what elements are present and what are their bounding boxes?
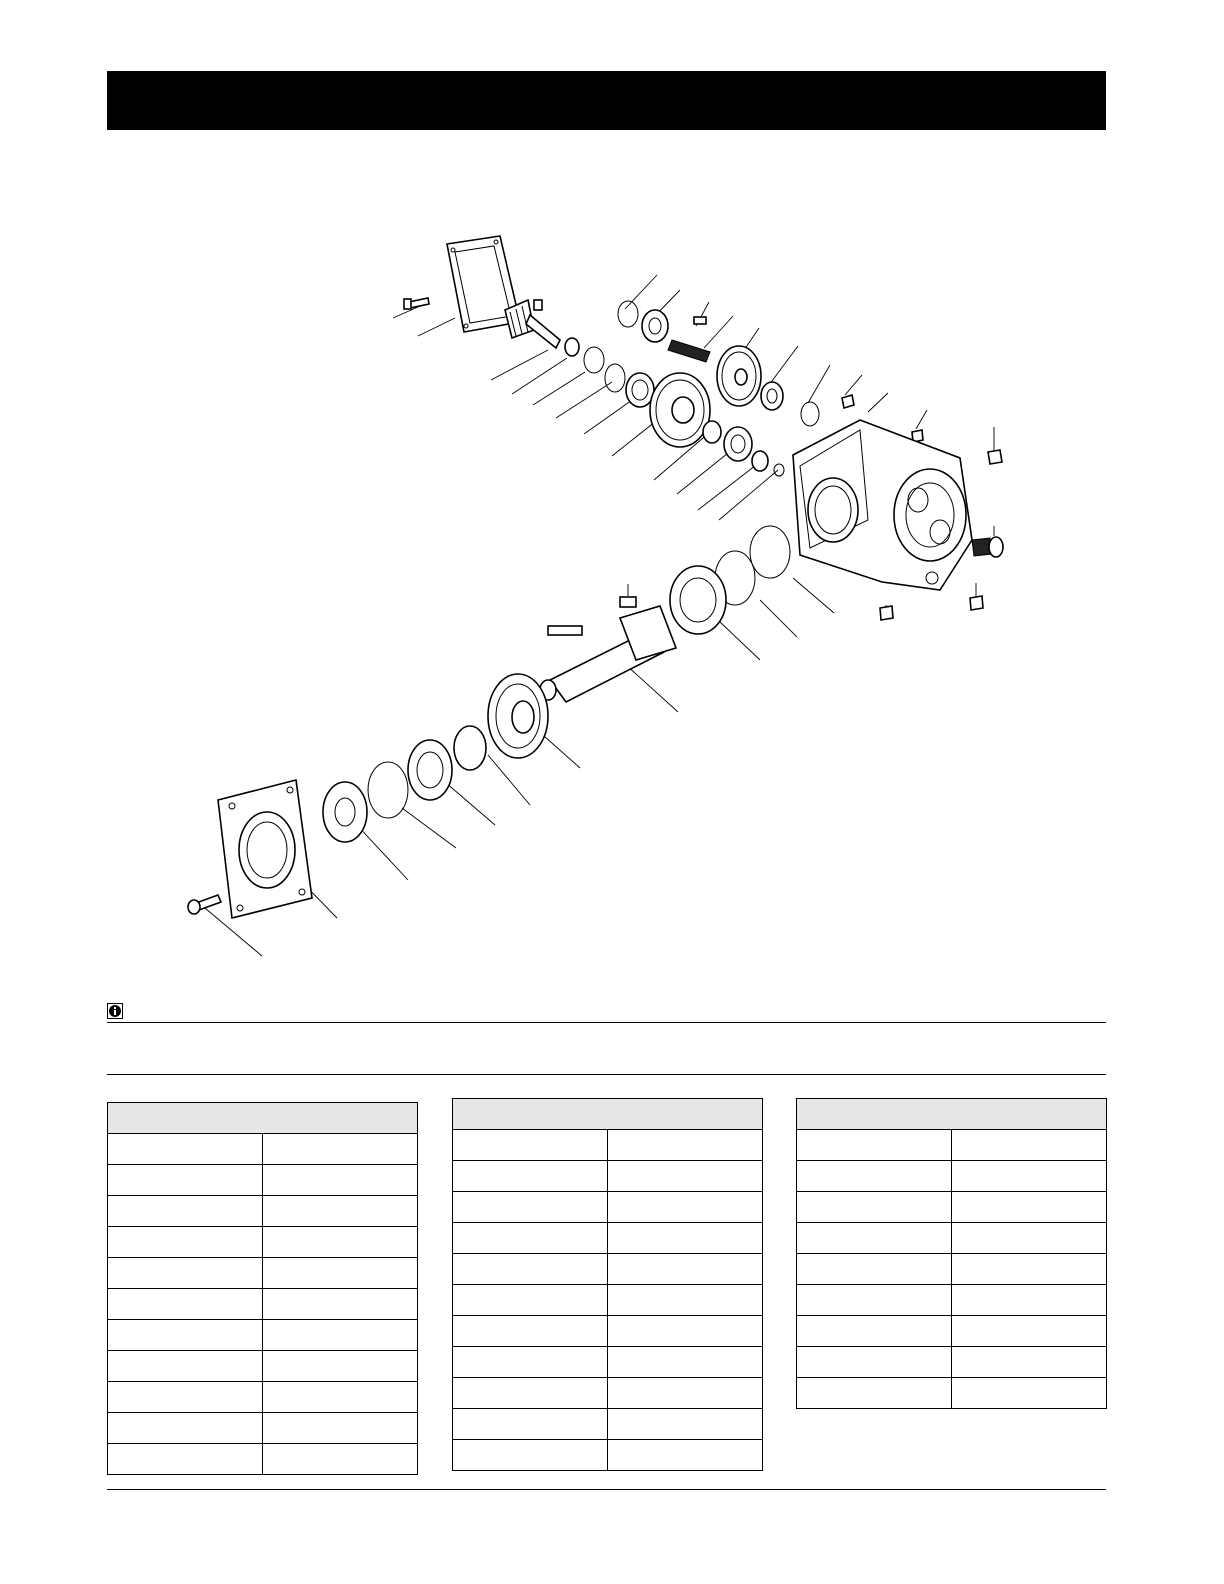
item-number [108,1413,263,1444]
information-icon [107,1003,123,1019]
item-number [108,1289,263,1320]
table-heading [108,1103,418,1134]
item-number [108,1258,263,1289]
item-description [952,1347,1107,1378]
item-description [952,1130,1107,1161]
flange-bolt [188,895,221,914]
item-number [453,1440,608,1471]
item-number [797,1378,952,1409]
intermediate-gear [650,373,710,447]
table-row [797,1347,1107,1378]
table-row [108,1413,418,1444]
item-number [453,1192,608,1223]
item-description [952,1378,1107,1409]
item-description [608,1223,763,1254]
table-row [797,1192,1107,1223]
exploded-view-diagram [0,200,1224,980]
item-number [797,1223,952,1254]
item-number [108,1134,263,1165]
output-chain [540,526,790,702]
table-row [453,1254,763,1285]
table-row [797,1161,1107,1192]
item-number [108,1382,263,1413]
table-row [108,1134,418,1165]
item-number [797,1254,952,1285]
cover-screw [404,298,429,309]
item-description [263,1444,418,1475]
item-number [797,1130,952,1161]
item-number [797,1161,952,1192]
table-row [108,1444,418,1475]
item-description [608,1409,763,1440]
table-row [453,1130,763,1161]
output-flange [218,780,312,918]
table-row [453,1223,763,1254]
table-row [797,1316,1107,1347]
table-row [108,1320,418,1351]
table-row [797,1223,1107,1254]
table-row [453,1347,763,1378]
item-number [108,1227,263,1258]
item-number [108,1444,263,1475]
item-description [952,1316,1107,1347]
table-row [108,1227,418,1258]
item-number [453,1161,608,1192]
item-description [608,1130,763,1161]
gearbox-housing [793,420,972,590]
item-number [453,1316,608,1347]
item-number [108,1351,263,1382]
parts-list-table-1 [107,1102,418,1475]
item-description [952,1192,1107,1223]
item-number [453,1285,608,1316]
item-number [108,1320,263,1351]
table-row [453,1378,763,1409]
table-row [108,1351,418,1382]
pinion-shaft [505,300,560,348]
leader-lines [205,275,994,956]
title-bar [107,71,1106,130]
table-row [797,1285,1107,1316]
divider [107,1074,1106,1075]
item-description [608,1254,763,1285]
table-row [453,1192,763,1223]
parts-list-table-2 [452,1098,763,1471]
item-number [797,1285,952,1316]
footer-divider [107,1489,1106,1490]
item-description [263,1165,418,1196]
item-description [263,1227,418,1258]
item-number [453,1378,608,1409]
item-description [608,1285,763,1316]
table-row [453,1409,763,1440]
table-heading [453,1099,763,1130]
item-description [263,1413,418,1444]
table-row [797,1378,1107,1409]
item-description [608,1192,763,1223]
item-number [797,1192,952,1223]
item-description [263,1382,418,1413]
item-number [108,1165,263,1196]
item-description [608,1161,763,1192]
item-description [263,1351,418,1382]
table-row [797,1130,1107,1161]
table-row [453,1316,763,1347]
item-description [263,1289,418,1320]
item-description [263,1134,418,1165]
item-description [263,1258,418,1289]
item-description [952,1254,1107,1285]
item-number [797,1347,952,1378]
table-row [453,1285,763,1316]
item-description [608,1378,763,1409]
bevel-gear [488,674,548,758]
item-description [952,1161,1107,1192]
item-description [263,1196,418,1227]
item-description [952,1285,1107,1316]
divider [107,1022,1106,1023]
item-number [453,1409,608,1440]
table-row [108,1289,418,1320]
lower-bearing-parts [323,726,486,842]
item-number [797,1316,952,1347]
table-row [108,1196,418,1227]
table-row [108,1258,418,1289]
item-number [453,1254,608,1285]
item-description [608,1440,763,1471]
middle-shaft-parts [703,421,784,476]
table-row [453,1161,763,1192]
item-description [608,1347,763,1378]
table-row [108,1165,418,1196]
table-row [797,1254,1107,1285]
table-heading [797,1099,1107,1130]
item-number [108,1196,263,1227]
table-row [108,1382,418,1413]
item-number [453,1130,608,1161]
item-description [263,1320,418,1351]
upper-small-parts [565,338,654,407]
item-description [952,1223,1107,1254]
table-row [453,1440,763,1471]
parts-list-table-3 [796,1098,1107,1409]
item-description [608,1316,763,1347]
item-number [453,1223,608,1254]
item-number [453,1347,608,1378]
